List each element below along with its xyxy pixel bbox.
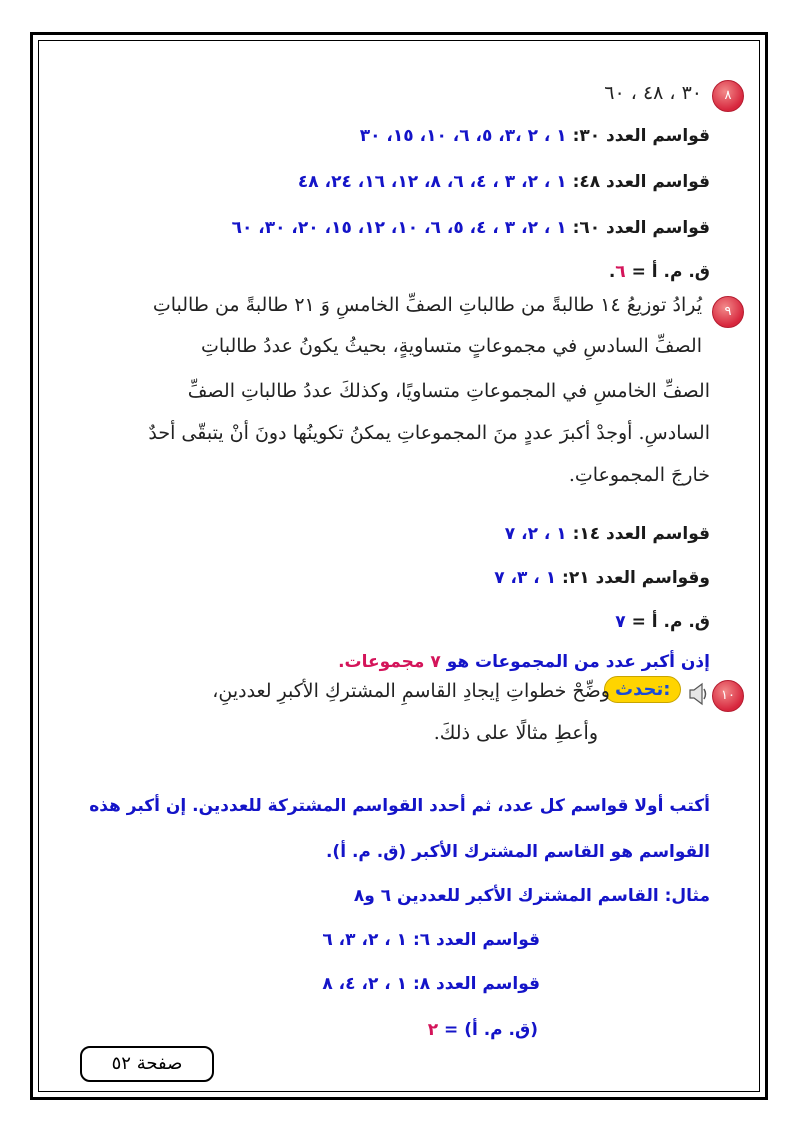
factors-label: قواسم العدد ٨: bbox=[412, 974, 540, 994]
q9-gcf bbox=[615, 612, 710, 632]
q9-text-line: الصفِّ السادسِ في مجموعاتٍ متساويةٍ، بحيثُ يكونُ عددُ طالباتِ bbox=[201, 335, 702, 357]
question-8-badge: ٨ bbox=[712, 80, 744, 112]
question-9-badge: ٩ bbox=[712, 296, 744, 328]
q10-factors-6 bbox=[322, 930, 540, 950]
gcf-value: ٧ bbox=[615, 612, 626, 632]
factors-label: وقواسم العدد ٢١: bbox=[562, 568, 710, 588]
q9-text-line: خارجَ المجموعاتِ. bbox=[568, 464, 710, 486]
question-10-badge: ١٠ bbox=[712, 680, 744, 712]
q9-conclusion bbox=[338, 652, 710, 672]
factors-values: ١ ، ٢ ،٣، ٥، ٦، ١٠، ١٥، ٣٠ bbox=[359, 126, 567, 146]
gcf-label: ق. م. أ = bbox=[631, 612, 710, 632]
q10-text-line: وضِّحْ خطواتِ إيجادِ القاسمِ المشتركِ الأكبرِ لعددينِ، bbox=[212, 680, 610, 702]
q8-factors-30 bbox=[360, 126, 710, 146]
q9-factors-14 bbox=[505, 524, 710, 544]
factors-values: ١ ، ٢، ٣ ، ٤، ٦، ٨، ١٢، ١٦، ٢٤، ٤٨ bbox=[297, 172, 567, 192]
q10-text-line: وأعطِ مثالًا على ذلكَ. bbox=[433, 722, 598, 744]
q8-gcf bbox=[609, 262, 710, 282]
factors-label: قواسم العدد ٦٠: bbox=[572, 218, 710, 238]
factors-values: ١ ، ٣، ٧ bbox=[494, 568, 557, 588]
factors-values: ١ ، ٢، ٣ ، ٤، ٥، ٦، ١٠، ١٢، ١٥، ٢٠، ٣٠، ٦٠ bbox=[231, 218, 567, 238]
factors-values: ١ ، ٢، ٣، ٦ bbox=[322, 930, 408, 950]
speaker-icon bbox=[688, 680, 710, 708]
factors-label: قواسم العدد ٤٨: bbox=[572, 172, 710, 192]
q9-text-line: الصفِّ الخامسِ في المجموعاتِ متساويًا، وكذلكَ عددُ طالباتِ الصفِّ bbox=[187, 380, 710, 402]
q10-gcf bbox=[428, 1020, 538, 1040]
factors-values: ١ ، ٢، ٧ bbox=[504, 524, 567, 544]
factors-values: ١ ، ٢، ٤، ٨ bbox=[322, 974, 408, 994]
gcf-label: (ق. م. أ) = bbox=[444, 1020, 538, 1040]
gcf-label: ق. م. أ = bbox=[631, 262, 710, 282]
q8-numbers: ٣٠ ، ٤٨ ، ٦٠ bbox=[604, 82, 702, 104]
talk-bubble: تحدث: bbox=[604, 676, 681, 703]
q10-factors-8 bbox=[322, 974, 540, 994]
q8-factors-48 bbox=[298, 172, 710, 192]
conclusion-text: إذن أكبر عدد من المجموعات هو bbox=[446, 652, 710, 672]
gcf-value: ٦ bbox=[615, 262, 626, 282]
q10-answer-line: مثال: القاسم المشترك الأكبر للعددين ٦ و٨ bbox=[353, 886, 710, 906]
talk-label bbox=[604, 676, 681, 703]
gcf-value: ٢ bbox=[427, 1020, 439, 1040]
q9-text-line: السادسِ. أوجدْ أكبرَ عددٍ منَ المجموعاتِ يمكنُ تكوينُها دونَ أنْ يتبقّى أحدٌ bbox=[148, 422, 710, 444]
q10-answer-line: أكتب أولا قواسم كل عدد، ثم أحدد القواسم المشتركة للعددين. إن أكبر هذه bbox=[89, 796, 710, 816]
page-number: صفحة ٥٢ bbox=[80, 1046, 214, 1082]
factors-label: قواسم العدد ٣٠: bbox=[572, 126, 710, 146]
q10-answer-line: القواسم هو القاسم المشترك الأكبر (ق. م. أ). bbox=[325, 842, 710, 862]
q9-text-line: يُرادُ توزيعُ ١٤ طالبةً من طالباتِ الصفِّ الخامسِ وَ ٢١ طالبةً من طالباتِ bbox=[152, 294, 702, 316]
gcf-period: . bbox=[608, 262, 616, 282]
q9-factors-21 bbox=[494, 568, 710, 588]
factors-label: قواسم العدد ١٤: bbox=[572, 524, 710, 544]
factors-label: قواسم العدد ٦: bbox=[412, 930, 540, 950]
q8-factors-60 bbox=[232, 218, 710, 238]
conclusion-value: ٧ مجموعات. bbox=[338, 652, 441, 672]
